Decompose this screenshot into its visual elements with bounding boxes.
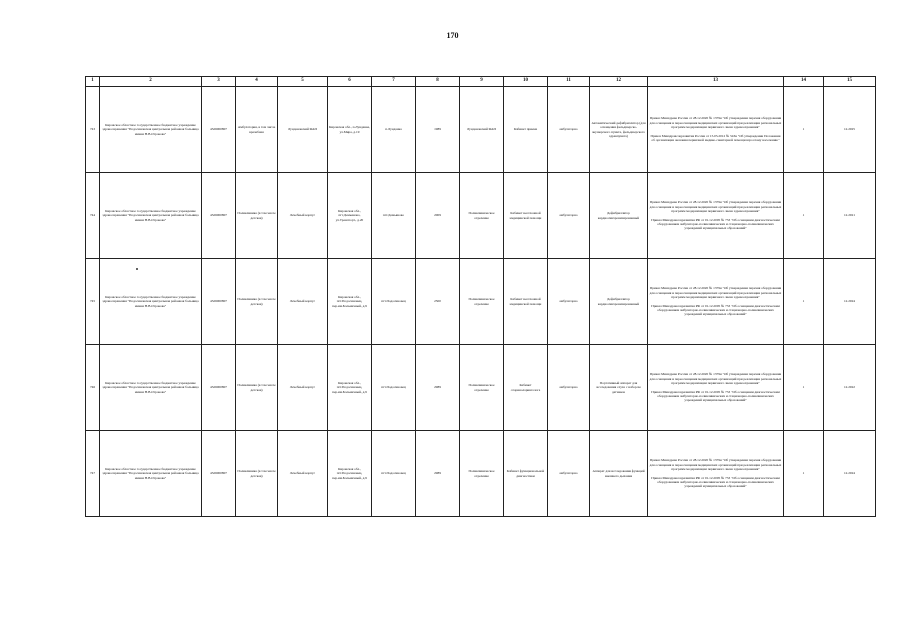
column-header: 6 [328, 77, 372, 87]
legal-basis-2: Приказ Минздравсоцразвития РФ от 01.12.2005 № 753 "Об оснащении диагностическим оборудованием амбулаторно-поликлинических и стационарно-поликлинических учреждений муниципальных образований" [651, 390, 780, 403]
due-date: 12.2025 [824, 87, 876, 173]
building: Лечебный корпус [278, 173, 328, 259]
organization-name: Кировское областное государственное бюджетное учреждение здравоохранения "Подосиновская центральная районная больница имени Н.В.Отрокова" [100, 345, 202, 431]
unit-type: Поликлиника (в том числе детская) [236, 173, 278, 259]
building: Лечебный корпус [278, 345, 328, 431]
organization-name: Кировское областное государственное бюджетное учреждение здравоохранения "Подосиновская центральная районная больница имени Н.В.Отрокова" [100, 259, 202, 345]
organization-name: Кировское областное государственное бюджетное учреждение здравоохранения "Подосиновская центральная районная больница имени Н.В.Отрокова" [100, 87, 202, 173]
year: 2500 [416, 259, 460, 345]
legal-basis-1: Приказ Минздрава России от 28.12.2020 № 1379н "Об утверждении перечня оборудования для оснащения и переоснащения медицинских организаций при реализации региональных программ модернизации первичного звена здравоохранения" [649, 200, 782, 213]
column-header: 13 [648, 77, 784, 87]
column-header: 4 [236, 77, 278, 87]
locality: пгт.Подосиновец [372, 431, 416, 517]
room: Кабинет неотложной медицинской помощи [504, 173, 548, 259]
unit-type: Поликлиника (в том числе детская) [236, 345, 278, 431]
column-header: 3 [202, 77, 236, 87]
table-row [86, 259, 876, 345]
year: 2989 [416, 431, 460, 517]
inn: 4326000807 [202, 345, 236, 431]
quantity: 1 [784, 345, 824, 431]
room: Кабинет неотложной медицинской помощи [504, 259, 548, 345]
address: Кировская обл., п.Лунданка, ул.Мира, д.19 [328, 87, 372, 173]
organization-name: Кировское областное государственное бюджетное учреждение здравоохранения "Подосиновская центральная районная больница имени Н.В.Отрокова" [100, 431, 202, 517]
care-mode: амбулаторно [548, 87, 590, 173]
column-header: 12 [590, 77, 648, 87]
legal-basis-1: Приказ Минздрава России от 28.12.2020 № 1379н "Об утверждении перечня оборудования для оснащения и переоснащения медицинских организаций при реализации региональных программ модернизации первичного звена здравоохранения" [649, 458, 782, 471]
legal-basis-2: Приказ Минздравсоцразвития РФ от 01.12.2005 № 753 "Об оснащении диагностическим оборудованием амбулаторно-поликлинических и стационарно-поликлинических учреждений муниципальных образований" [651, 218, 780, 231]
legal-basis [648, 431, 784, 517]
legal-basis-1: Приказ Минздрава России от 28.12.2020 № 1379н "Об утверждении перечня оборудования для оснащения и переоснащения медицинских организаций при реализации региональных программ модернизации первичного звена здравоохранения" [649, 372, 782, 385]
inn: 4326000807 [202, 259, 236, 345]
equipment: Дефибриллятор кардиосинхронизированный [590, 173, 648, 259]
year: 2989 [416, 345, 460, 431]
room: Кабинет функциональной диагностики [504, 431, 548, 517]
quantity: 1 [784, 173, 824, 259]
legal-basis [648, 87, 784, 173]
room: Кабинет приема [504, 87, 548, 173]
building: Лундановский ФАП [278, 87, 328, 173]
locality: пгт.Демьяново [372, 173, 416, 259]
building: Лечебный корпус [278, 259, 328, 345]
address: Кировская обл., пгт.Подосиновец, пер.им.Больничный, д.9 [328, 431, 372, 517]
year: 1989 [416, 87, 460, 173]
equipment: Автоматический дефибриллятор (для оснащения фельдшерско-акушерского пункта, фельдшерского здравпункта) [590, 87, 648, 173]
equipment-table [85, 76, 876, 517]
column-header: 1 [86, 77, 100, 87]
room: Кабинет оториноларинголога [504, 345, 548, 431]
table-row [86, 87, 876, 173]
due-date: 12.2022 [824, 345, 876, 431]
row-number: 744 [86, 173, 100, 259]
legal-basis-1: Приказ Минздрава России от 28.12.2020 № 1379н "Об утверждении перечня оборудования для оснащения и переоснащения медицинских организаций при реализации региональных программ модернизации первичного звена здравоохранения" [649, 116, 782, 129]
column-number-row [86, 77, 876, 87]
building: Лечебный корпус [278, 431, 328, 517]
department: Поликлиническое отделение [460, 173, 504, 259]
quantity: 1 [784, 87, 824, 173]
organization-name: Кировское областное государственное бюджетное учреждение здравоохранения "Подосиновская центральная районная больница имени Н.В.Отрокова" [100, 173, 202, 259]
address: Кировская обл., пгт.Подосиновец, пер.им.Больничный, д.9 [328, 259, 372, 345]
table-row [86, 345, 876, 431]
inn: 4326000807 [202, 87, 236, 173]
column-header: 9 [460, 77, 504, 87]
scan-speck [136, 268, 138, 270]
due-date: 12.2024 [824, 431, 876, 517]
unit-type: Поликлиника (в том числе детская) [236, 259, 278, 345]
equipment: Аппарат для исследования функций внешнего дыхания [590, 431, 648, 517]
column-header: 5 [278, 77, 328, 87]
care-mode: амбулаторно [548, 345, 590, 431]
quantity: 1 [784, 259, 824, 345]
legal-basis [648, 259, 784, 345]
legal-basis [648, 173, 784, 259]
table-row [86, 431, 876, 517]
care-mode: амбулаторно [548, 431, 590, 517]
page-number: 170 [446, 31, 459, 40]
column-header: 11 [548, 77, 590, 87]
row-number: 746 [86, 345, 100, 431]
inn: 4326000807 [202, 431, 236, 517]
unit-type: Амбулатория, в том числе врачебная [236, 87, 278, 173]
equipment: Дефибриллятор кардиосинхронизированный [590, 259, 648, 345]
year: 2009 [416, 173, 460, 259]
legal-basis-2: Приказ Минздравсоцразвития РФ от 01.12.2005 № 753 "Об оснащении диагностическим оборудованием амбулаторно-поликлинических и стационарно-поликлинических учреждений муниципальных образований" [651, 304, 780, 317]
locality: п.Лунданка [372, 87, 416, 173]
address: Кировская обл., пгт.Демьяново, ул.Транспорт., д.20 [328, 173, 372, 259]
department: Поликлиническое отделение [460, 345, 504, 431]
due-date: 12.2021 [824, 173, 876, 259]
table-row [86, 173, 876, 259]
row-number: 747 [86, 431, 100, 517]
column-header: 2 [100, 77, 202, 87]
row-number: 743 [86, 87, 100, 173]
column-header: 10 [504, 77, 548, 87]
care-mode: амбулаторно [548, 259, 590, 345]
inn: 4326000807 [202, 173, 236, 259]
department: Поликлиническое отделение [460, 259, 504, 345]
column-header: 14 [784, 77, 824, 87]
address: Кировская обл., пгт.Подосиновец, пер.им.Больничный, д.9 [328, 345, 372, 431]
legal-basis-2: Приказ Минздравсоцразвития РФ от 01.12.2005 № 753 "Об оснащении диагностическим оборудованием амбулаторно-поликлинических и стационарно-поликлинических учреждений муниципальных образований" [651, 476, 780, 489]
equipment: Портативный аппарат для исследования слуха с набором датчиков [590, 345, 648, 431]
department: Поликлиническое отделение [460, 431, 504, 517]
quantity: 1 [784, 431, 824, 517]
locality: пгт.Подосиновец [372, 259, 416, 345]
locality: пгт.Подосиновец [372, 345, 416, 431]
column-header: 8 [416, 77, 460, 87]
due-date: 12.2024 [824, 259, 876, 345]
legal-basis-2: Приказ Минздравсоцразвития России от 15.05.2012 № 543н "Об утверждении Положения об организации оказания первичной медико-санитарной помощи взрослому населению" [650, 134, 781, 143]
column-header: 7 [372, 77, 416, 87]
care-mode: амбулаторно [548, 173, 590, 259]
column-header: 15 [824, 77, 876, 87]
legal-basis [648, 345, 784, 431]
department: Лундановский ФАП [460, 87, 504, 173]
unit-type: Поликлиника (в том числе детская) [236, 431, 278, 517]
legal-basis-1: Приказ Минздрава России от 28.12.2020 № 1379н "Об утверждении перечня оборудования для оснащения и переоснащения медицинских организаций при реализации региональных программ модернизации первичного звена здравоохранения" [649, 286, 782, 299]
row-number: 745 [86, 259, 100, 345]
